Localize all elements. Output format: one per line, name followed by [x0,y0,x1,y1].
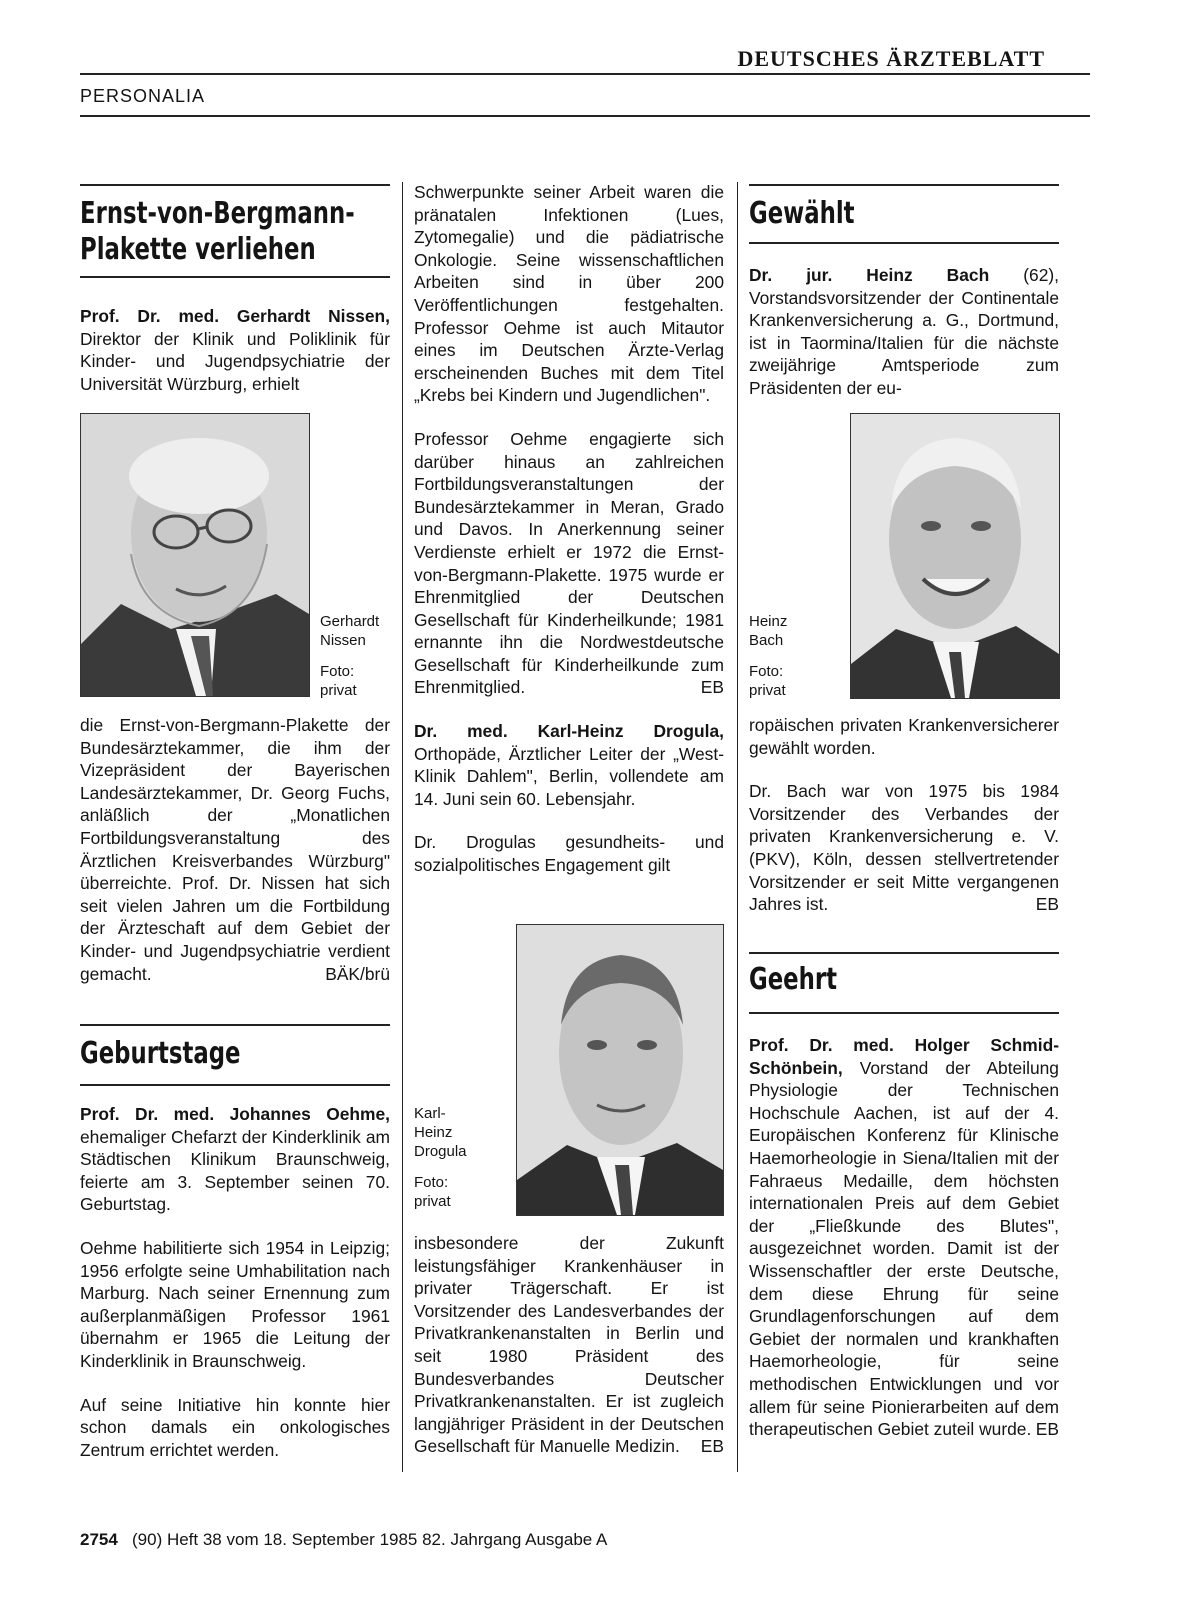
gewaehlt-top-rule [749,184,1059,186]
nissen-body: die Ernst-von-Bergmann-Plakette der Bundesärztekammer, die ihm der Vizepräsident der Bayerischen Landesärztekammer, Dr. Georg Fuchs, anläßlich der „Monatlichen Fortbildungsveranstaltung des Ärztlichen Kreisverbandes Würzburg" überreichte. Prof. Dr. Nissen hat sich seit vielen Jahren um die Fortbildung der Ärzteschaft auf dem Gebiet der Kinder- und Jugendpsychiatrie verdient gemacht. BÄK/brü [80,715,390,984]
caption-drogula: Karl- Heinz Drogula Foto: privat [414,1105,467,1210]
section-rule [80,115,1090,117]
article-heading-bergmann: Ernst-von-Bergmann- Plakette verliehen [80,196,355,267]
oehme-sign: EB [700,677,724,698]
bach-intro: Dr. jur. Heinz Bach (62), Vorstandsvorsitzender der Continentale Krankenversicherung a. G., Dortmund, ist in Taormina/Italien für die nächste zweijährige Amtsperiode zum Präsidenten der eu- [749,265,1059,398]
bach-p3: Dr. Bach war von 1975 bis 1984 Vorsitzender des Verbandes der privaten Krankenversicherung e. V. (PKV), Köln, dessen stellvertretender Vorsitzender er seit Mitte vergangenen Jahres ist. [749,781,1059,915]
bach-p2: ropäischen privaten Krankenversicherer gewählt worden. [749,715,1059,758]
geburtstage-top-rule [80,1024,390,1026]
drogula-name: Dr. med. Karl-Heinz Drogula, [414,721,724,742]
geehrt-top-rule [749,952,1059,954]
column-separator-1 [402,182,403,1472]
nissen-sign: BÄK/brü [325,963,390,984]
article-heading-geehrt: Geehrt [749,962,838,997]
schmid-article: Prof. Dr. med. Holger Schmid-Schönbein, Vorstand der Abteilung Physiologie der Technischen Hochschule Aachen, ist auf der 4. Europäischen Konferenz für Klinische Haemorheologie in Siena/Italien mit der Fahraeus Medaille, dem höchsten internationalen Preis auf dem Gebiet der „Fließkunde des Blutes", ausgezeichnet worden. Damit ist der Wissenschaftler der erste Deutsche, dem diese Ehrung für seine Grundlagenforschungen auf dem Gebiet der normalen und krankhaften Haemorheologie, für seine methodischen Entwicklungen und vor allem für seine Pionierarbeiten auf dem therapeutischen Gebiet zuteil wurde. EB [749,1035,1059,1440]
drogula-sign: EB [700,1436,724,1457]
schmid-name: Prof. Dr. med. Holger Schmid-Schönbein, [749,1035,1059,1078]
section-label: PERSONALIA [80,86,206,106]
schmid-sign: EB [1035,1419,1059,1440]
article-heading-geburtstage: Geburtstage [80,1036,241,1071]
heading-rule-4 [749,1012,1059,1014]
caption-nissen: Gerhardt Nissen Foto: privat [320,613,380,699]
heading-rule [80,276,390,278]
nissen-name: Prof. Dr. med. Gerhardt Nissen, [80,306,390,326]
article-heading-gewaehlt: Gewählt [749,196,855,231]
caption-bach: Heinz Bach Foto: privat [749,613,788,699]
oehme-name: Prof. Dr. med. Johannes Oehme, [80,1104,390,1124]
oehme-p3: Auf seine Initiative hin konnte hier schon damals ein onkologisches Zentrum errichtet werden. [80,1394,390,1460]
article-top-rule [80,184,390,186]
oehme-col2-p1: Schwerpunkte seiner Arbeit waren die pränatalen Infektionen (Lues, Zytomegalie) und die pädiatrische Onkologie. Seine wissenschaftlichen Arbeiten sind in über 200 Veröffentlichungen festgehalten. Professor Oehme ist auch Mitautor eines im Deutschen Ärzte-Verlag erscheinenden Buches mit dem Titel „Krebs bei Kindern und Jugendlichen". [414,182,724,406]
nissen-intro [80,305,390,395]
page-number: 2754 [80,1530,118,1549]
bach-name: Dr. jur. Heinz Bach [749,265,990,285]
page-footer [80,1530,607,1550]
issue-info: (90) Heft 38 vom 18. September 1985 82. Jahrgang Ausgabe A [132,1530,608,1549]
oehme-p2: Oehme habilitierte sich 1954 in Leipzig; 1956 erfolgte seine Umhabilitation nach Marburg. Nach seiner Ernennung zum außerplanmäßigen Professor 1961 übernahm er 1965 die Leitung der Kinderklinik in Braunschweig. [80,1237,390,1371]
column-separator-2 [737,182,738,1472]
oehme-article: Prof. Dr. med. Johannes Oehme, ehemaliger Chefarzt der Kinderklinik am Städtischen Klinikum Braunschweig, feierte am 3. September seinen 70. Geburtstag. Oehme habilitierte sich 1954 in Leipzig; 1956 erfolgte seine Umhabilitation nach Marburg. Nach seiner Ernennung zum außerplanmäßigen Professor 1961 übernahm er 1965 die Leitung der Kinderklinik in Braunschweig. Auf seine Initiative hin konnte hier schon damals ein onkologisches Zentrum errichtet werden. [80,1104,390,1460]
drogula-p4: Dr. Drogulas gesundheits- und sozialpolitisches Engagement gilt [414,832,724,876]
photo-karl-heinz-drogula [516,924,724,1216]
oehme-continued: Schwerpunkte seiner Arbeit waren die pränatalen Infektionen (Lues, Zytomegalie) und die pädiatrische Onkologie. Seine wissenschaftlichen Arbeiten sind in über 200 Veröffentlichungen festgehalten. Professor Oehme ist auch Mitautor eines im Deutschen Ärzte-Verlag erscheinenden Buches mit dem Titel „Krebs bei Kindern und Jugendlichen". Professor Oehme engagierte sich darüber hinaus an zahlreichen Fortbildungsveranstaltungen der Bundesärztekammer in Meran, Grado und Davos. In Anerkennung seiner Verdienste erhielt er 1972 die Ernst-von-Bergmann-Plakette. 1975 wurde er Ehrenmitglied der Deutschen Gesellschaft für Kinderheilkunde; 1981 ernannte ihn die Nordwestdeutsche Gesellschaft für Kinderheilkunde zum Ehrenmitglied. EB Dr. med. Karl-Heinz Drogula, Orthopäde, Ärztlicher Leiter der „West-Klinik Dahlem", Berlin, vollendete am 14. Juni sein 60. Lebensjahr. Dr. Drogulas gesundheits- und sozialpolitisches Engagement gilt [414,182,724,876]
heading-rule-2 [80,1084,390,1086]
oehme-col2-p2: Professor Oehme engagierte sich darüber hinaus an zahlreichen Fortbildungsveranstaltungen der Bundesärztekammer in Meran, Grado und Davos. In Anerkennung seiner Verdienste erhielt er 1972 die Ernst-von-Bergmann-Plakette. 1975 wurde er Ehrenmitglied der Deutschen Gesellschaft für Kinderheilkunde; 1981 ernannte ihn die Nordwestdeutsche Gesellschaft für Kinderheilkunde zum Ehrenmitglied. [414,428,724,698]
drogula-p5: insbesondere der Zukunft leistungsfähiger Krankenhäuser in privater Trägerschaft. Er ist Vorsitzender des Landesverbandes der Privatkrankenanstalten in Berlin und seit 1980 Präsident des Bundesverbandes Deutscher Privatkrankenanstalten. Er ist zugleich langjähriger Präsident in der Deutschen Gesellschaft für Manuelle Medizin. [414,1233,724,1457]
drogula-body [414,1232,724,1458]
photo-heinz-bach [850,413,1060,699]
bach-body [749,714,1059,916]
heading-rule-3 [749,242,1059,244]
masthead: DEUTSCHES ÄRZTEBLATT [737,46,1045,71]
nissen-intro-text: Direktor der Klinik und Poliklinik für Kinder- und Jugendpsychiatrie der Universität Würzburg, erhielt [80,328,390,394]
masthead-rule [80,73,1090,75]
photo-gerhardt-nissen [80,413,310,697]
bach-sign: EB [1035,894,1059,915]
